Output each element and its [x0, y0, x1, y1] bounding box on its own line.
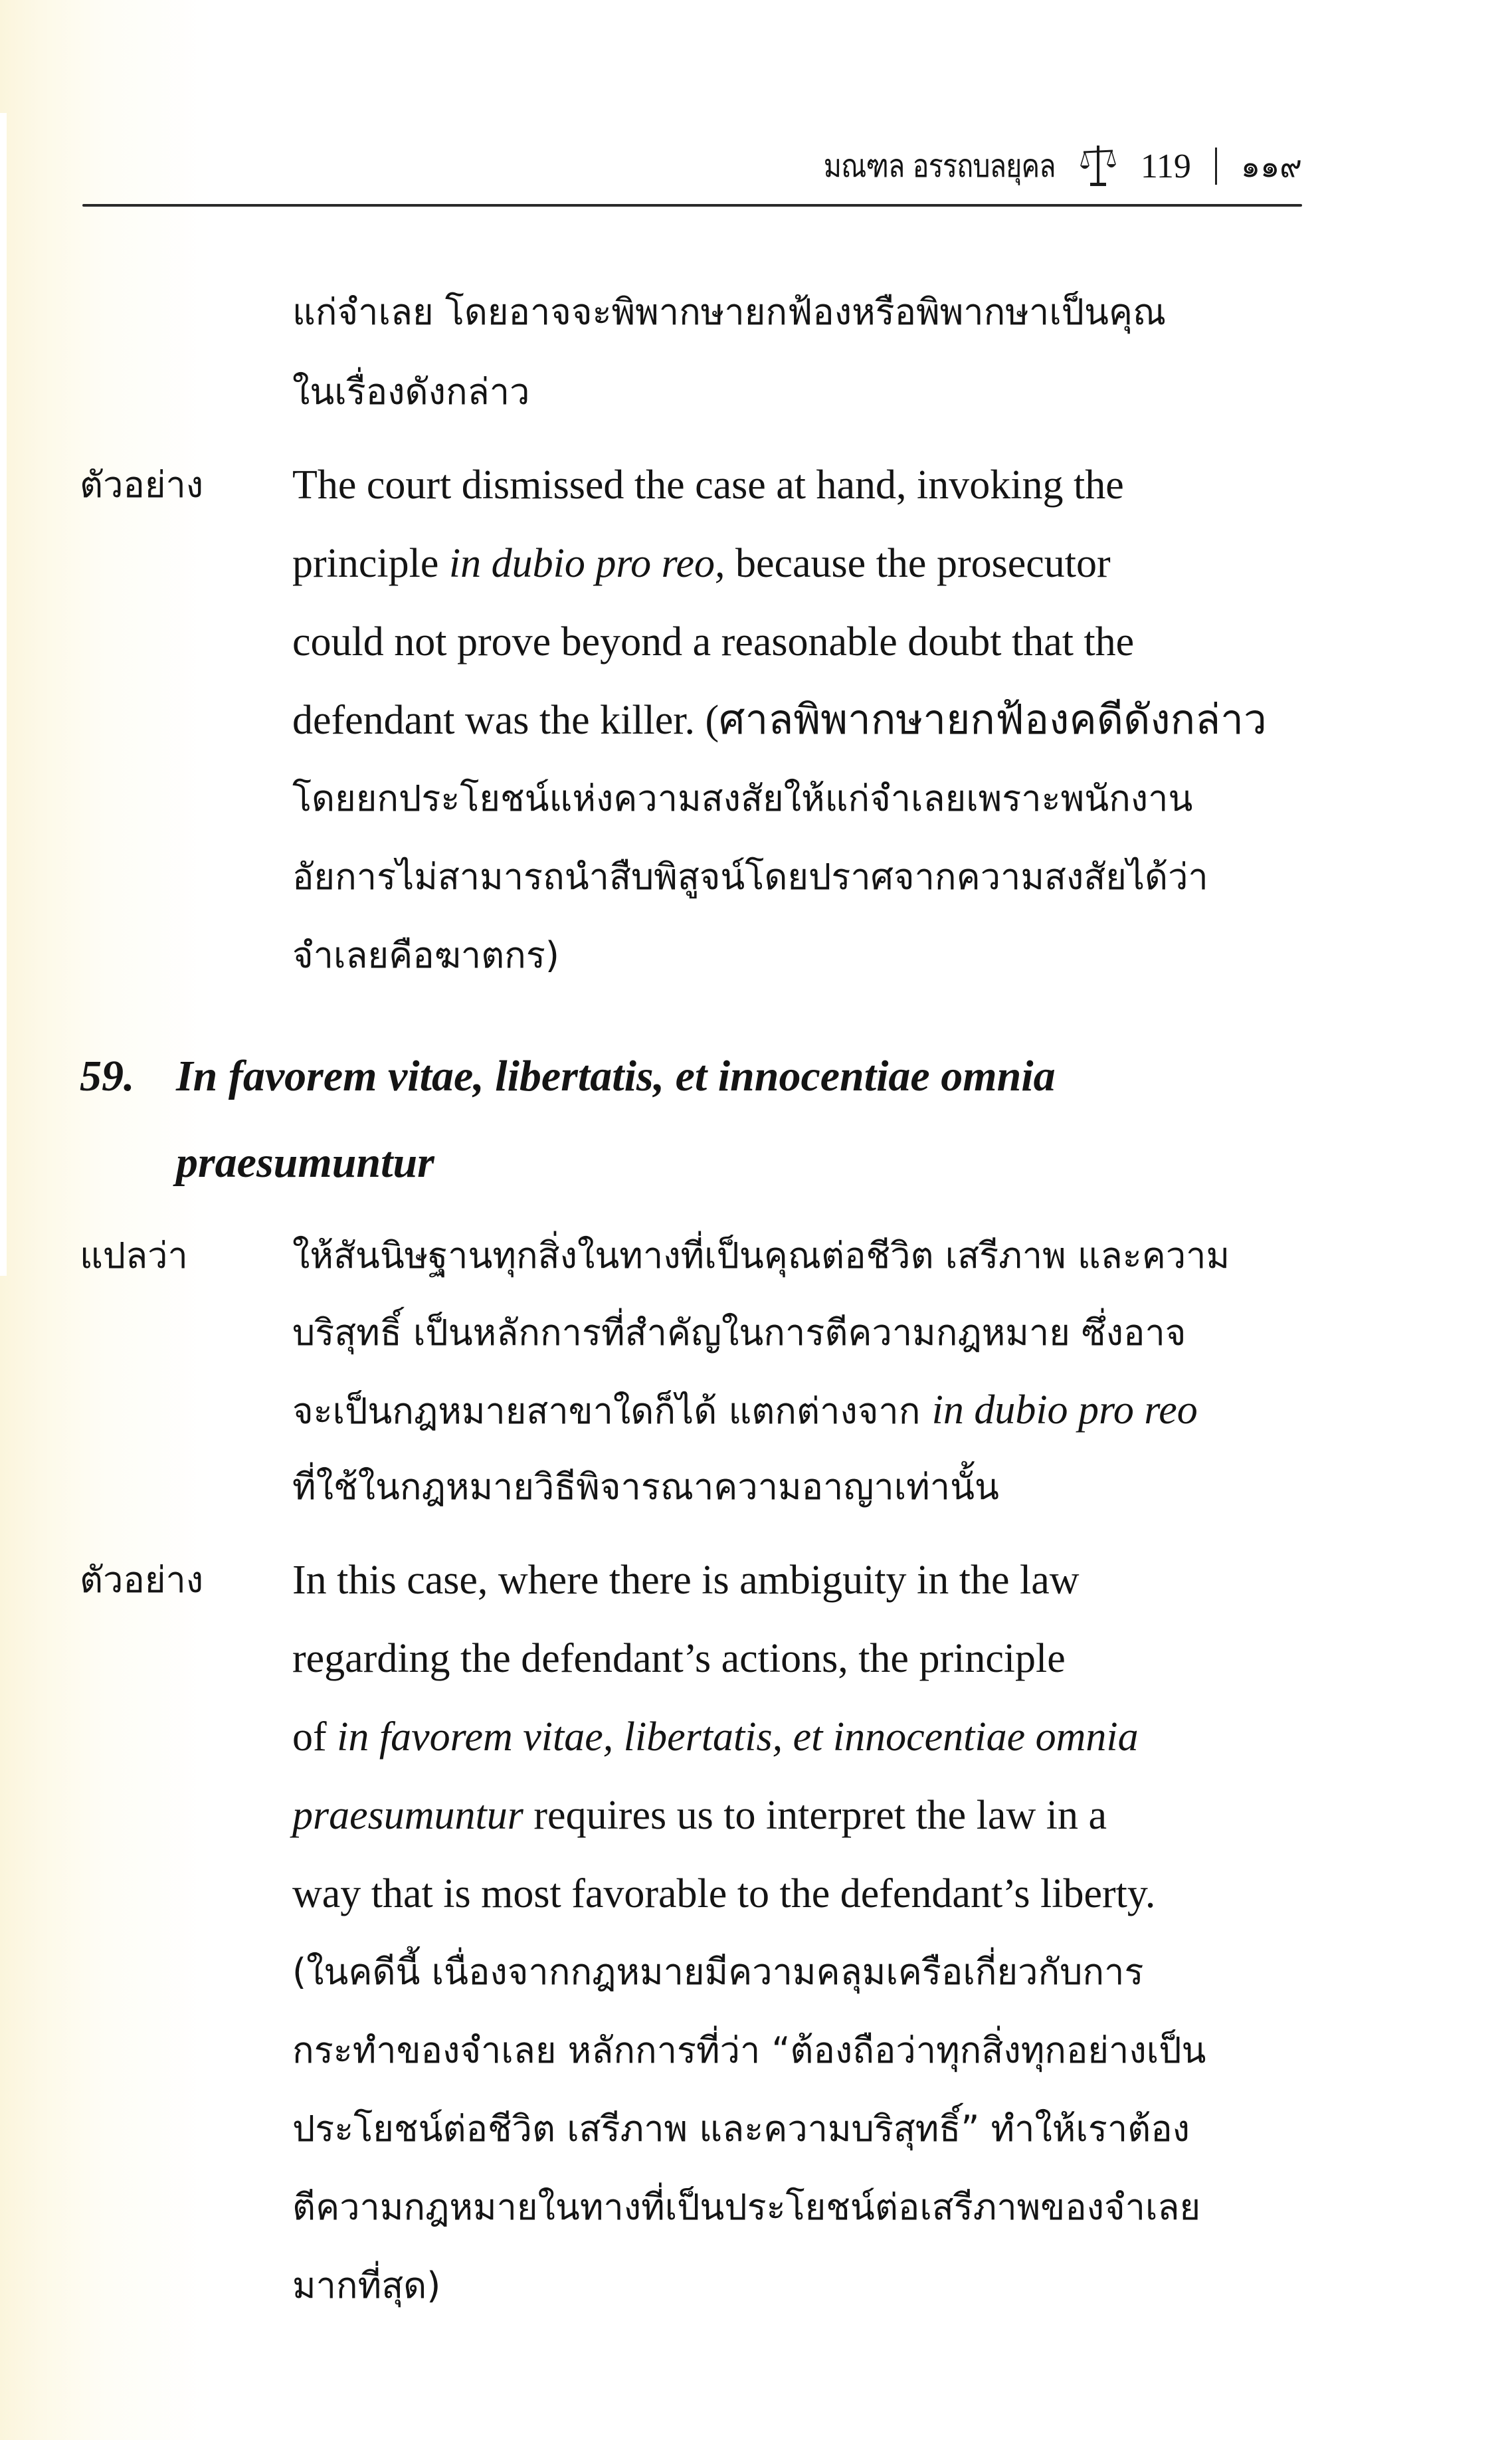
example-line: จำเลยคือฆาตกร)	[292, 934, 559, 976]
text-run: way that is most favorable to the defendant’s liberty.	[292, 1871, 1156, 1916]
text-run: could not prove beyond a reasonable doubt that the	[292, 619, 1135, 664]
example-line: กระทำของจำเลย หลักการที่ว่า “ต้องถือว่าทุกสิ่งทุกอย่างเป็น	[292, 2029, 1206, 2071]
translation-label: แปลว่า	[80, 1235, 188, 1276]
continuation-line: แก่จำเลย โดยอาจจะพิพากษายกฟ้องหรือพิพากษาเป็นคุณ	[292, 291, 1167, 333]
translation-line: ที่ใช้ในกฎหมายวิธีพิจารณาความอาญาเท่านั้น	[292, 1466, 999, 1508]
example-line: โดยยกประโยชน์แห่งความสงสัยให้แก่จำเลยเพราะพนักงาน	[292, 777, 1193, 819]
example-line	[292, 694, 1267, 747]
text-run: because the prosecutor	[725, 541, 1111, 586]
latin-term: praesumuntur	[292, 1793, 523, 1838]
text-run: In this case, where there is ambiguity in the law	[292, 1558, 1080, 1603]
example-line	[292, 1632, 1066, 1685]
latin-term: in dubio pro reo	[931, 1387, 1198, 1433]
example-line	[292, 537, 1111, 590]
text-run: defendant was the killer. (ศาลพิพากษายกฟ้องคดีดังกล่าว	[292, 698, 1267, 743]
text-run: principle	[292, 541, 449, 586]
example-label: ตัวอย่าง	[80, 464, 204, 506]
text-run: requires us to interpret the law in a	[523, 1793, 1107, 1838]
example-line: อัยการไม่สามารถนำสืบพิสูจน์โดยปราศจากความสงสัยได้ว่า	[292, 856, 1208, 898]
latin-term: in dubio pro reo,	[448, 541, 725, 586]
page-number-arabic: 119	[1140, 147, 1191, 185]
entry-title-continued: praesumuntur	[176, 1138, 434, 1187]
header-author: มณฑล อรรถบลยุคล	[823, 148, 1056, 185]
example-line: ตีความกฎหมายในทางที่เป็นประโยชน์ต่อเสรีภาพของจำเลย	[292, 2186, 1201, 2228]
example-line	[292, 1710, 1139, 1764]
text-run: จะเป็นกฎหมายสาขาใดก็ได้ แตกต่างจาก	[292, 1390, 932, 1432]
header-rule	[82, 204, 1302, 207]
header-separator	[1215, 148, 1217, 185]
entry-title: In favorem vitae, libertatis, et innocentiae omnia	[176, 1052, 1056, 1100]
running-header	[724, 136, 1302, 196]
translation-line	[292, 1383, 1198, 1437]
translation-line: บริสุทธิ์ เป็นหลักการที่สำคัญในการตีความกฎหมาย ซึ่งอาจ	[292, 1312, 1186, 1354]
page-number-thai: ๑๑๙	[1240, 148, 1302, 184]
continuation-line: ในเรื่องดังกล่าว	[292, 371, 530, 413]
example-line: มากที่สุด)	[292, 2265, 441, 2306]
entry-number: 59.	[80, 1052, 135, 1100]
text-run: The court dismissed the case at hand, invoking the	[292, 462, 1124, 508]
example-line: ประโยชน์ต่อชีวิต เสรีภาพ และความบริสุทธิ์” ทำให้เราต้อง	[292, 2108, 1190, 2150]
scales-of-justice-icon	[1080, 143, 1117, 189]
text-run: regarding the defendant’s actions, the principle	[292, 1636, 1066, 1681]
page-edge-strip	[0, 113, 7, 1276]
example-line	[292, 1789, 1107, 1842]
example-line: (ในคดีนี้ เนื่องจากกฎหมายมีความคลุมเครือเกี่ยวกับการ	[292, 1951, 1144, 1993]
example-line	[292, 1554, 1080, 1607]
translation-line: ให้สันนิษฐานทุกสิ่งในทางที่เป็นคุณต่อชีวิต เสรีภาพ และความ	[292, 1235, 1230, 1276]
example-label: ตัวอย่าง	[80, 1559, 204, 1601]
example-line	[292, 615, 1134, 668]
example-line	[292, 458, 1124, 512]
example-line	[292, 1867, 1155, 1920]
text-run: of	[292, 1714, 337, 1760]
latin-term: in favorem vitae, libertatis, et innocentiae omnia	[337, 1714, 1139, 1760]
